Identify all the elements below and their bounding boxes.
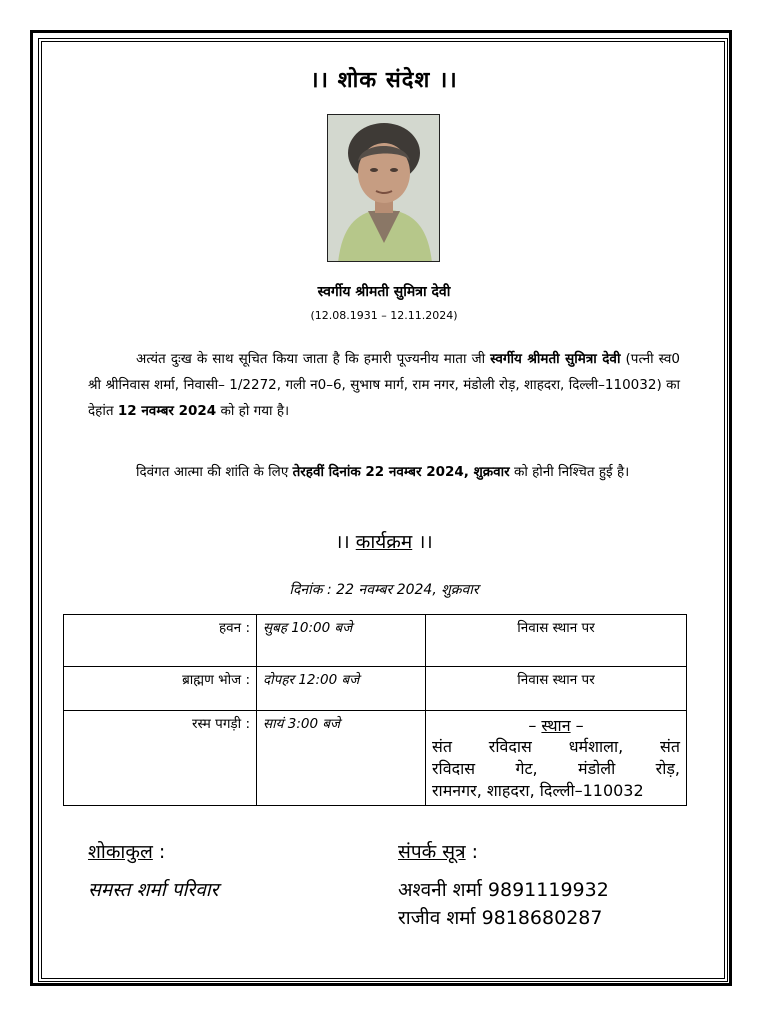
para1-text-3: को हो गया है। [216, 403, 290, 419]
para1-text-1: अत्यंत दुःख के साथ सूचित किया जाता है कि हमारी पूज्यनीय माता जी [136, 351, 491, 367]
contacts-colon: : [465, 841, 479, 863]
place-cell: निवास स्थान पर [426, 667, 687, 711]
para1-bold-date: 12 नवम्बर 2024 [117, 403, 217, 419]
para1-bold-name: स्वर्गीय श्रीमती सुमित्रा देवी [490, 351, 621, 367]
table-row [64, 711, 687, 806]
announcement-paragraph [88, 346, 680, 424]
ceremony-paragraph [88, 459, 680, 485]
contact-phone: 9891119932 [487, 879, 609, 901]
contact-line [398, 876, 609, 902]
event-cell: ब्राह्मण भोज : [64, 667, 257, 711]
contact-line [398, 904, 602, 930]
schedule-table [63, 614, 687, 806]
contact-phone: 9818680287 [481, 907, 603, 929]
table-row [64, 667, 687, 711]
venue-heading: – स्थान – [528, 716, 584, 735]
program-date: दिनांक : 22 नवम्बर 2024, शुक्रवार [289, 582, 479, 598]
para2-text-2: को होनी निश्चित हुई है। [509, 464, 630, 480]
program-title: कार्यक्रम [355, 531, 413, 553]
contacts-label-text: संपर्क सूत्र [398, 841, 466, 863]
place-cell: निवास स्थान पर [426, 615, 687, 667]
table-row [64, 615, 687, 667]
venue-line-2: रविदास गेट, मंडोली रोड़, [432, 759, 680, 778]
mourners-colon: : [152, 841, 166, 863]
time-cell: सुबह 10:00 बजे [257, 615, 426, 667]
venue-head-label: स्थान [541, 716, 571, 735]
time-cell: दोपहर 12:00 बजे [257, 667, 426, 711]
mourners-label [88, 838, 165, 864]
program-suffix: ।। [412, 531, 433, 553]
deceased-dates: (12.08.1931 – 12.11.2024) [310, 309, 458, 322]
venue-line-3: रामनगर, शाहदरा, दिल्ली–110032 [432, 781, 644, 800]
program-heading [0, 528, 768, 554]
mourners-label-text: शोकाकुल [88, 841, 153, 863]
program-prefix: ।। [335, 531, 356, 553]
mourners-value: समस्त शर्मा परिवार [88, 879, 219, 901]
para2-bold-ceremony: तेरहवीं दिनांक 22 नवम्बर 2024, शुक्रवार [292, 464, 510, 480]
para1-text-2: (पत्नी स्व0 श्री श्रीनिवास शर्मा, निवासी– 1/2272, गली न0–6, सुभाष मार्ग, राम नगर, मंडोली रोड़, शाहदरा, दिल्ली–110032) का देहांत [88, 351, 681, 419]
contact-name: राजीव शर्मा [398, 907, 476, 929]
contacts-label [398, 838, 478, 864]
para2-text-1: दिवंगत आत्मा की शांति के लिए [136, 464, 293, 480]
page-title: ।। शोक संदेश ।। [310, 68, 458, 93]
venue-cell [426, 711, 687, 806]
time-cell: सायं 3:00 बजे [257, 711, 426, 806]
event-cell: हवन : [64, 615, 257, 667]
venue-line-1: संत रविदास धर्मशाला, संत [432, 737, 680, 756]
contact-name: अश्वनी शर्मा [398, 879, 482, 901]
portrait-photo [327, 114, 440, 262]
deceased-name: स्वर्गीय श्रीमती सुमित्रा देवी [317, 284, 451, 300]
event-cell: रस्म पगड़ी : [64, 711, 257, 806]
